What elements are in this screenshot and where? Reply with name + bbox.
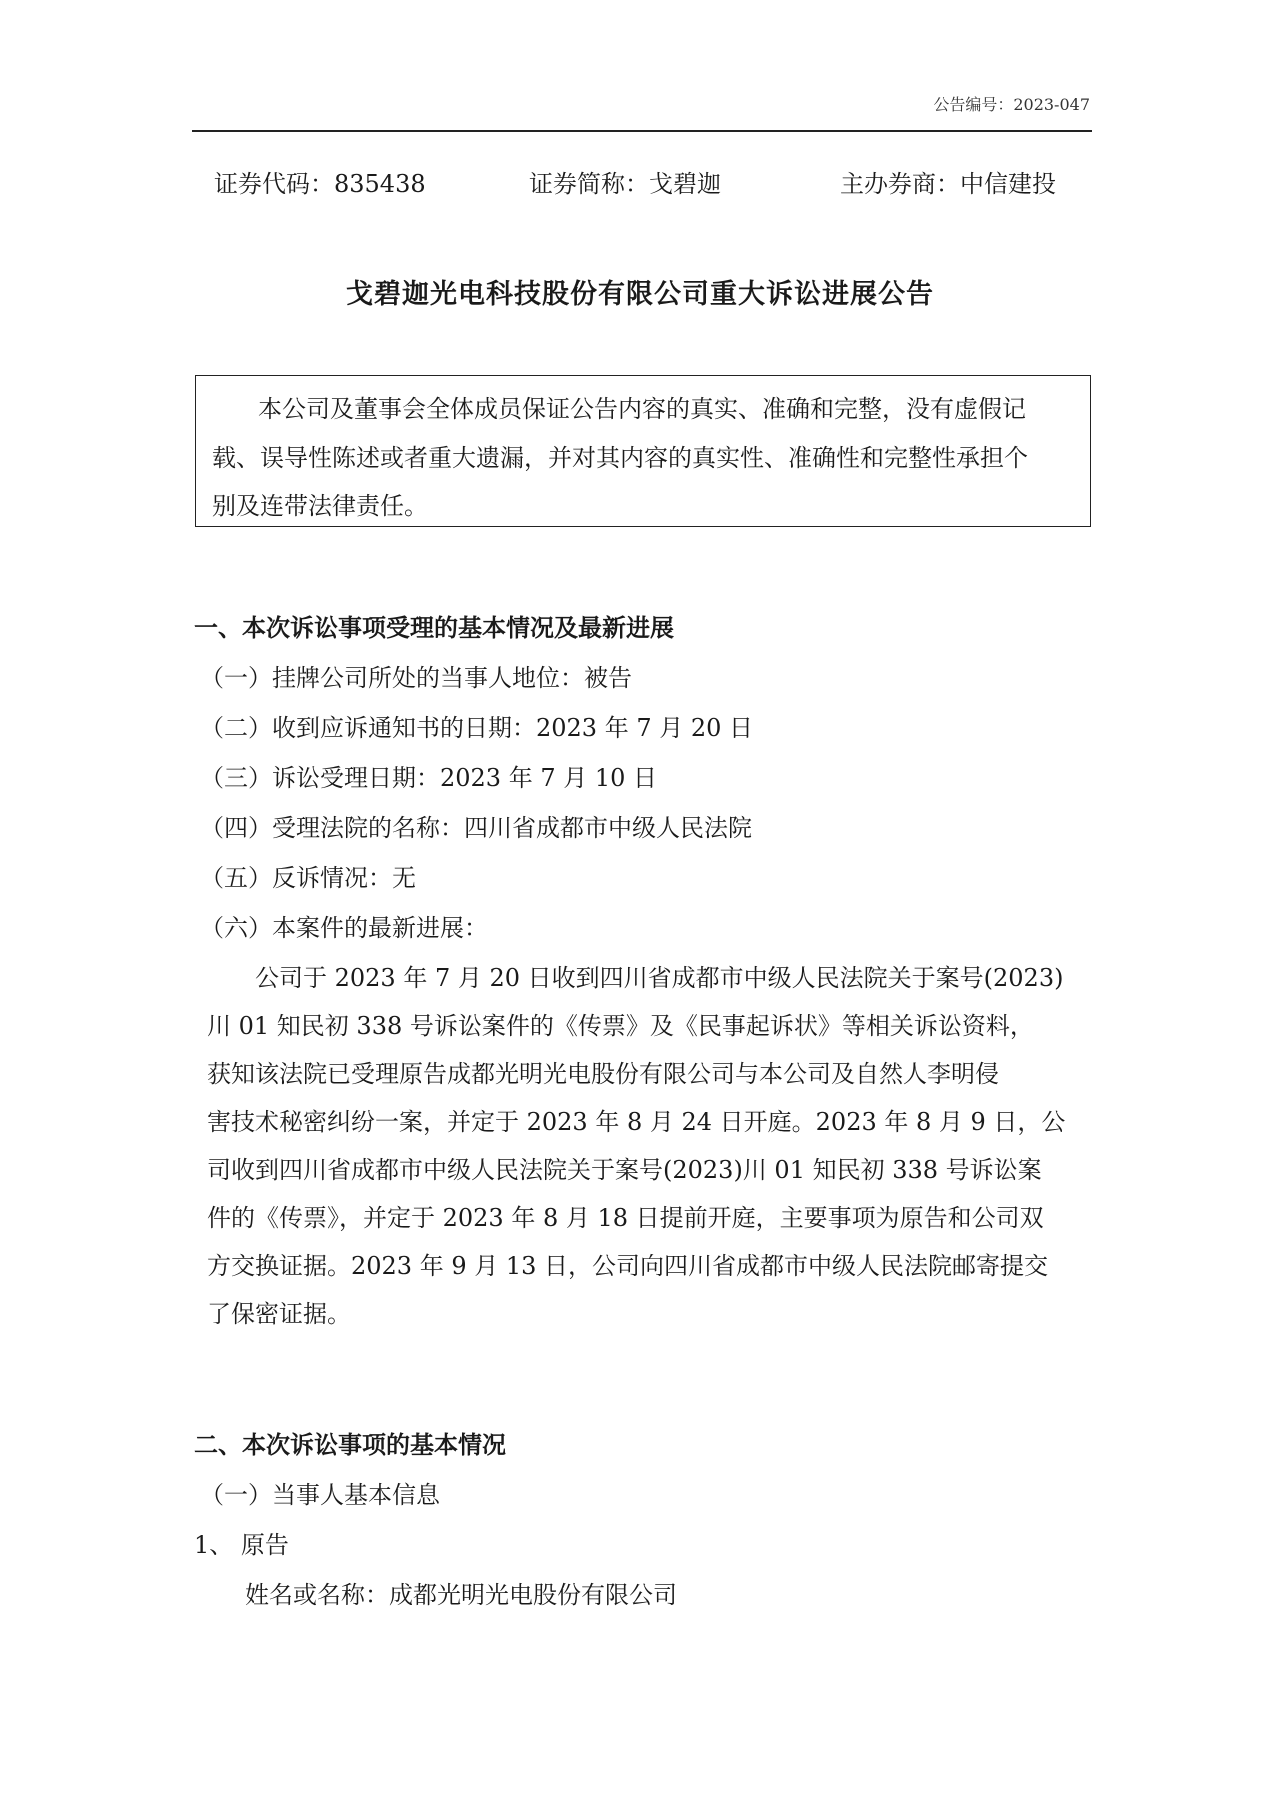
sponsor-broker: 主办券商：中信建投 (840, 170, 1056, 198)
progress-line: 公司于 2023 年 7 月 20 日收到四川省成都市中级人民法院关于案号(2023) (255, 964, 1064, 992)
header-rule (192, 130, 1092, 132)
progress-line: 司收到四川省成都市中级人民法院关于案号(2023)川 01 知民初 338 号诉讼案 (207, 1156, 1042, 1184)
section-2-heading: 二、本次诉讼事项的基本情况 (194, 1431, 506, 1459)
section-1-item: （四）受理法院的名称：四川省成都市中级人民法院 (200, 814, 752, 842)
section-1-item: （三）诉讼受理日期：2023 年 7 月 10 日 (200, 764, 658, 792)
section-2-subheading: （一）当事人基本信息 (200, 1481, 440, 1509)
notice-number: 公告编号：2023-047 (933, 95, 1090, 114)
declaration-line-3: 别及连带法律责任。 (212, 492, 428, 520)
progress-line: 害技术秘密纠纷一案，并定于 2023 年 8 月 24 日开庭。2023 年 8 月 9 日，公 (207, 1108, 1066, 1136)
section-1-heading: 一、本次诉讼事项受理的基本情况及最新进展 (194, 614, 674, 642)
progress-line: 件的《传票》，并定于 2023 年 8 月 18 日提前开庭，主要事项为原告和公司双 (207, 1204, 1044, 1232)
section-1-item: （六）本案件的最新进展： (200, 914, 488, 942)
document-title: 戈碧迦光电科技股份有限公司重大诉讼进展公告 (346, 279, 934, 310)
progress-line: 川 01 知民初 338 号诉讼案件的《传票》及《民事起诉状》等相关诉讼资料， (207, 1012, 1034, 1040)
declaration-line-1: 本公司及董事会全体成员保证公告内容的真实、准确和完整，没有虚假记 (258, 395, 1026, 423)
section-1-item: （一）挂牌公司所处的当事人地位：被告 (200, 664, 632, 692)
section-2-item: 1、 原告 (194, 1531, 289, 1559)
security-code: 证券代码：835438 (214, 170, 426, 198)
declaration-box (195, 375, 1091, 527)
section-1-item: （二）收到应诉通知书的日期：2023 年 7 月 20 日 (200, 714, 754, 742)
declaration-line-2: 载、误导性陈述或者重大遗漏，并对其内容的真实性、准确性和完整性承担个 (212, 444, 1028, 472)
section-1-item: （五）反诉情况：无 (200, 864, 416, 892)
progress-line: 了保密证据。 (207, 1300, 351, 1328)
progress-line: 获知该法院已受理原告成都光明光电股份有限公司与本公司及自然人李明侵 (207, 1060, 999, 1088)
progress-line: 方交换证据。2023 年 9 月 13 日，公司向四川省成都市中级人民法院邮寄提交 (207, 1252, 1049, 1280)
plaintiff-name: 姓名或名称：成都光明光电股份有限公司 (245, 1581, 677, 1609)
security-abbreviation: 证券简称：戈碧迦 (529, 170, 721, 198)
